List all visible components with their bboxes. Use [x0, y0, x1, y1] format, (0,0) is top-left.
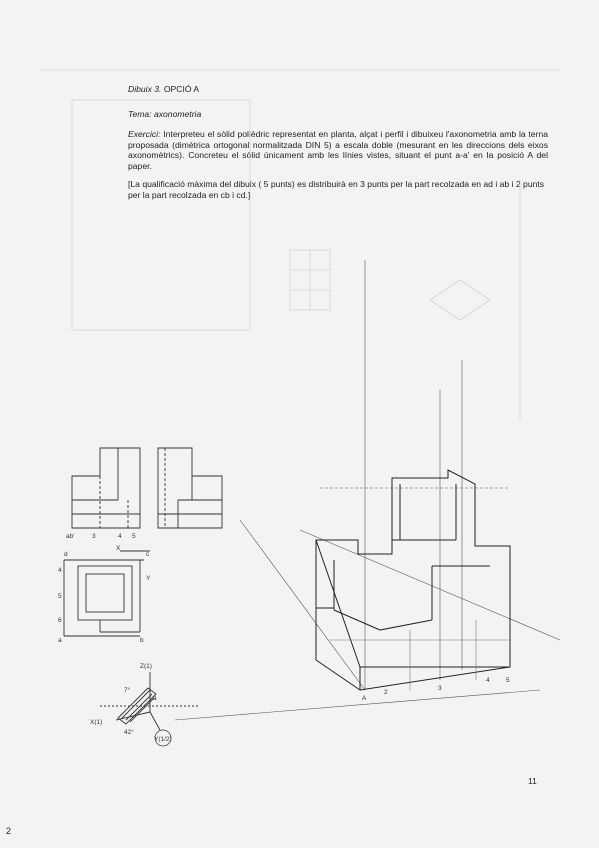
exercise-lead: Exercici:: [128, 129, 161, 139]
heading-option: OPCIÓ A: [163, 84, 200, 94]
faint-shape: [430, 280, 490, 320]
axis-z-label: Z(1): [140, 663, 152, 670]
plan-view: [64, 551, 150, 636]
elevation-views: [72, 448, 222, 528]
plan-label-y: Y: [146, 575, 151, 582]
theme-line: Tema: axonometria: [128, 108, 202, 119]
plan-inner-square: [86, 574, 124, 612]
axis-y-line: [150, 712, 160, 730]
exercise-body: Interpreteu el sòlid polièdric representat en planta, alçat i perfil i dibuixeu l'axonometria amb la terna proposada (dimètrica ortogonal normalitzada DIN 5) a escala doble (mesurant en les direccions dels eixos axonomètrics). Concreteu el sòlid únicament amb les línies vistes, situant el punt a-a' en la posició A del paper.: [128, 129, 549, 171]
faint-frame-left: [72, 100, 250, 330]
axis-beta-label: 42°: [124, 729, 134, 736]
plan-label-b: b: [140, 637, 144, 644]
front-elevation: [72, 448, 140, 528]
axis-alpha-label: 7°: [124, 687, 131, 694]
axonometric-construction: [175, 260, 560, 720]
elev-mark-4: 4: [118, 533, 122, 540]
axo-mark-3: 3: [438, 685, 442, 692]
heading-title: Dibuix 3.: [128, 84, 162, 94]
elev-mark-3: 3: [92, 533, 96, 540]
axo-mark-A: A: [362, 695, 367, 702]
axis-a-label: a: [153, 695, 157, 702]
grading-note: [La qualificació màxima del dibuix ( 5 punts) es distribuirà en 3 punts per la part recolzada en ad i ab i 2 punts per la part recolzada en cb i cd.]: [128, 179, 545, 200]
plan-left-mark-6: 6: [58, 617, 62, 624]
axo-mark-5: 5: [506, 677, 510, 684]
plan-label-d: d: [64, 551, 68, 558]
plan-label-x: X: [116, 545, 121, 552]
elev-mark-ab: ab': [66, 533, 75, 540]
axis-y-label: Y(1/2): [154, 736, 172, 743]
axonometric-solid: [316, 470, 510, 690]
plan-left-mark-5: 5: [58, 593, 62, 600]
elev-mark-5: 5: [132, 533, 136, 540]
plan-label-a: a: [58, 637, 62, 644]
axo-mark-4: 4: [486, 677, 490, 684]
page-number: 11: [528, 776, 537, 786]
side-elevation: [158, 448, 222, 528]
axis-x-label: X(1): [90, 719, 103, 726]
elevation-marks: [66, 533, 136, 540]
plan-left-mark-4: 4: [58, 567, 62, 574]
faint-background-lines: [40, 70, 560, 420]
axis-triad: [100, 672, 200, 746]
solid-outline: [316, 470, 510, 667]
corner-mark: 2: [6, 826, 12, 836]
axo-mark-2: 2: [384, 689, 388, 696]
plan-label-c: c: [146, 551, 150, 558]
